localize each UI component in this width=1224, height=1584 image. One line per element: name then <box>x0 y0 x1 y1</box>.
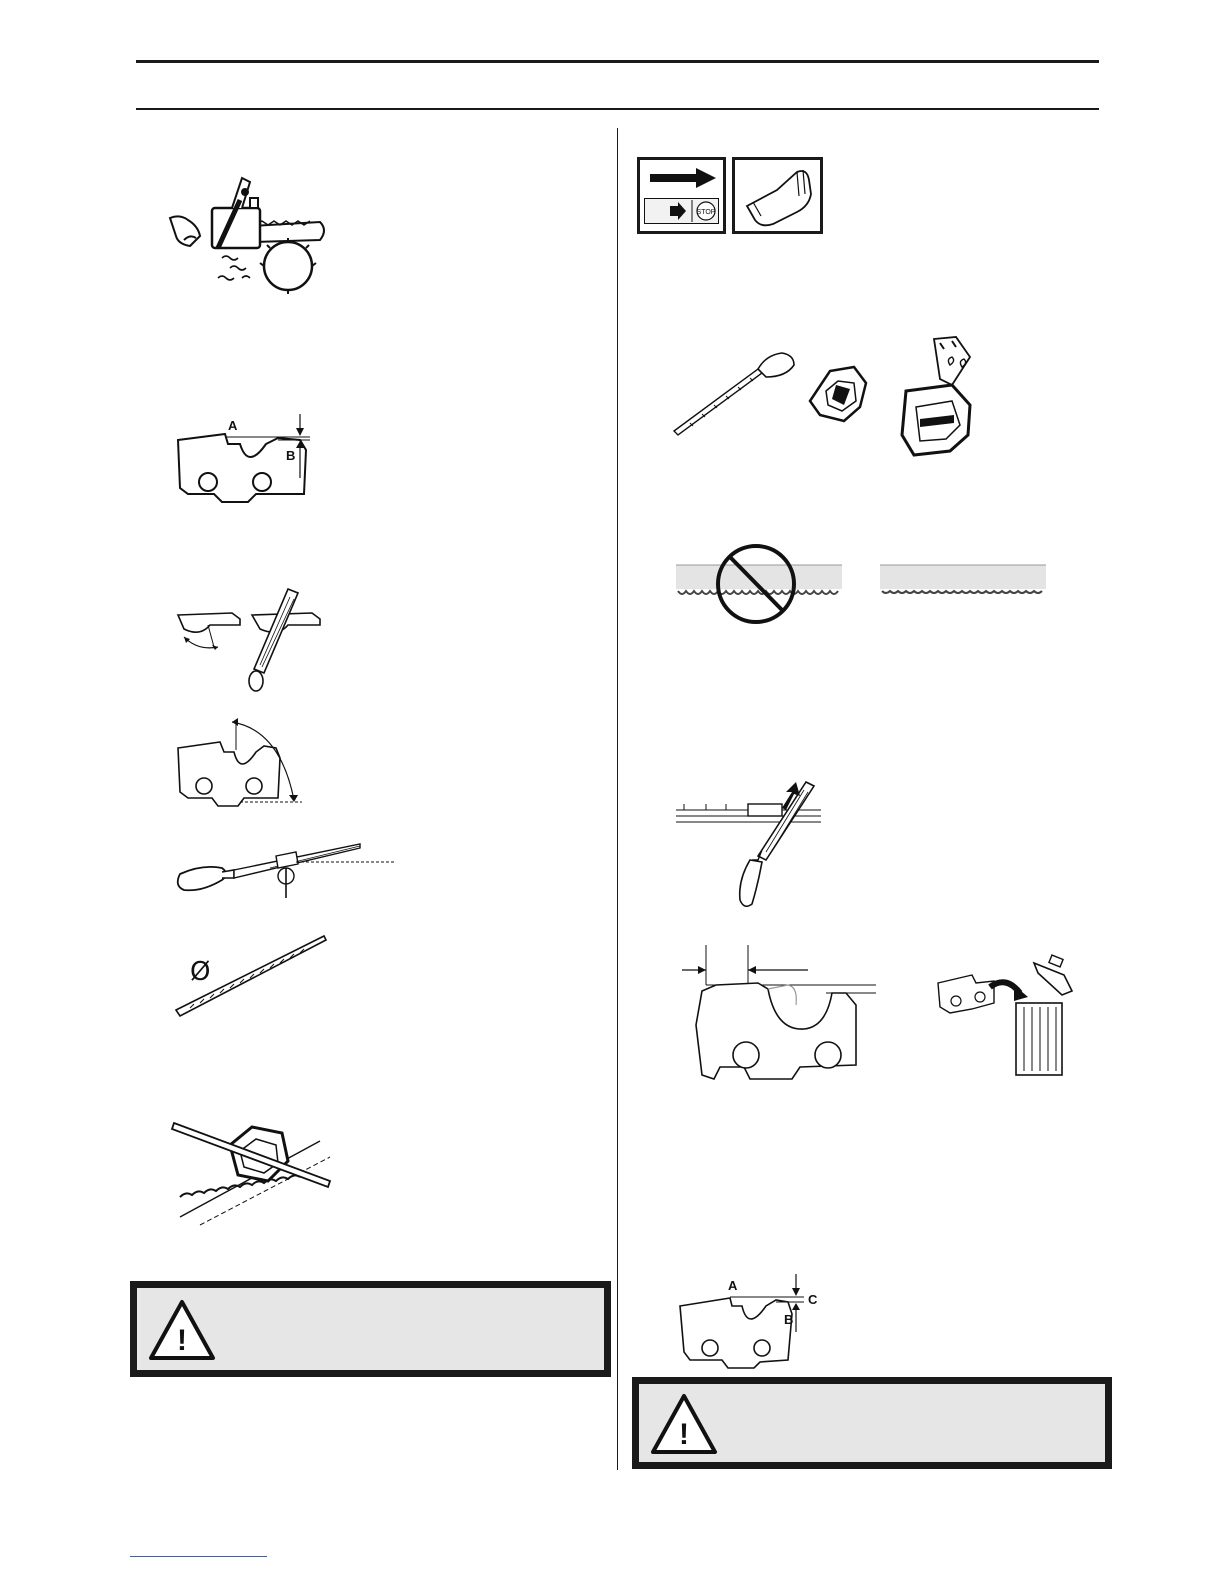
header-top-rule <box>136 60 1099 63</box>
discard-chain-bin-icon <box>932 955 1078 1080</box>
warning-box-left <box>130 1281 611 1377</box>
warning-triangle-icon <box>649 1392 719 1456</box>
warning-box-right <box>632 1377 1112 1469</box>
chip-comparison-illustration <box>676 543 1048 625</box>
file-gauge-on-chain-diagram <box>170 1105 340 1230</box>
filing-angle-diagram <box>170 585 330 690</box>
file-holder-diagram <box>170 830 400 905</box>
protective-gloves-icon-box <box>732 157 823 234</box>
arrow-right-icon <box>650 168 716 188</box>
label-a: A <box>728 1278 738 1293</box>
chainsaw-cutting-illustration <box>170 170 335 295</box>
worn-cutter-tooth-diagram <box>676 945 881 1085</box>
column-divider <box>617 128 618 1470</box>
depth-gauge-setting-diagram <box>676 1270 826 1370</box>
header-bottom-rule <box>136 108 1099 110</box>
cutter-tooth-depth-gauge-diagram <box>170 410 320 510</box>
footer-link-underline <box>130 1556 267 1557</box>
top-plate-angle-diagram <box>170 710 310 810</box>
warning-symbol: ! <box>177 1324 187 1357</box>
round-file-diagram <box>170 930 335 1020</box>
stop-text: STOP <box>696 209 716 216</box>
label-c: C <box>808 1292 818 1307</box>
stop-switch-icon-box <box>637 157 726 234</box>
label-b: B <box>286 448 296 463</box>
warning-symbol: ! <box>679 1418 689 1451</box>
warning-triangle-icon <box>147 1298 217 1362</box>
file-up-arrow-diagram <box>720 780 820 860</box>
stop-switch-icon <box>668 200 718 222</box>
label-b: B <box>784 1312 794 1327</box>
file-handle-diagram <box>732 850 772 912</box>
protective-glove-icon <box>743 166 817 228</box>
diameter-symbol: Ø <box>190 957 211 987</box>
sharpening-tools-illustration <box>670 335 1015 465</box>
label-a: A <box>228 418 238 433</box>
